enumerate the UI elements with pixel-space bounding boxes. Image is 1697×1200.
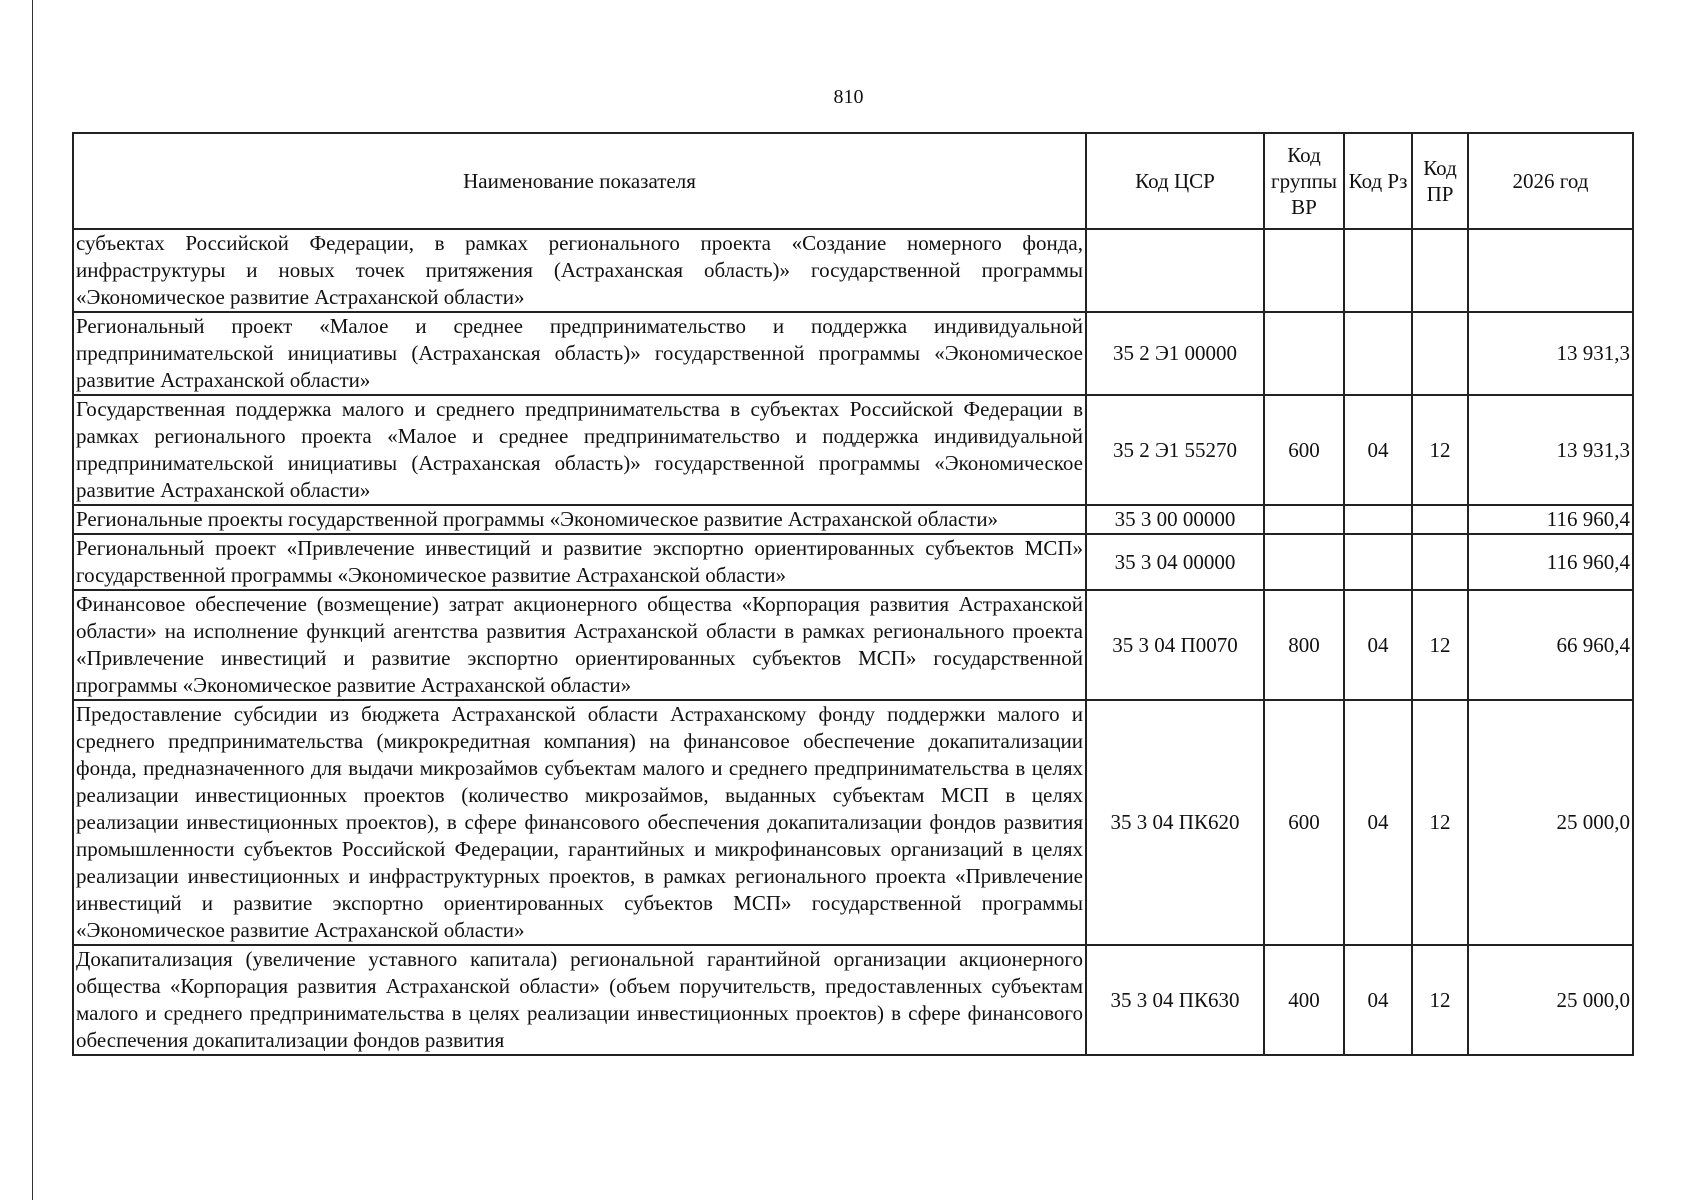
row-amount: 116 960,4 [1468, 505, 1633, 534]
row-pr [1412, 534, 1468, 590]
row-rz: 04 [1344, 590, 1412, 700]
table-header-row [73, 133, 1633, 229]
table-row [73, 229, 1633, 312]
row-name: Региональные проекты государственной программы «Экономическое развитие Астраханской области» [73, 505, 1086, 534]
scan-margin-line [32, 0, 33, 1200]
header-rz: Код Рз [1344, 133, 1412, 229]
row-csr: 35 3 04 ПК630 [1086, 945, 1264, 1055]
row-pr [1412, 505, 1468, 534]
row-amount: 25 000,0 [1468, 945, 1633, 1055]
row-amount [1468, 229, 1633, 312]
row-csr: 35 3 00 00000 [1086, 505, 1264, 534]
row-rz: 04 [1344, 700, 1412, 945]
row-name: Государственная поддержка малого и среднего предпринимательства в субъектах Российской Федерации в рамках регионального проекта «Малое и среднее предпринимательство и поддержка индивидуальной предпринимательской инициативы (Астраханская область)» государственной программы «Экономическое развитие Астраханской области» [73, 395, 1086, 505]
row-pr: 12 [1412, 700, 1468, 945]
header-csr: Код ЦСР [1086, 133, 1264, 229]
row-rz [1344, 534, 1412, 590]
row-pr [1412, 229, 1468, 312]
row-csr: 35 3 04 ПК620 [1086, 700, 1264, 945]
row-amount: 25 000,0 [1468, 700, 1633, 945]
row-rz [1344, 505, 1412, 534]
row-rz: 04 [1344, 395, 1412, 505]
row-rz [1344, 229, 1412, 312]
header-name: Наименование показателя [73, 133, 1086, 229]
table-row [73, 700, 1633, 945]
row-name: Региональный проект «Малое и среднее предпринимательство и поддержка индивидуальной предпринимательской инициативы (Астраханская область)» государственной программы «Экономическое развитие Астраханской области» [73, 312, 1086, 395]
row-vr [1264, 312, 1344, 395]
row-vr: 600 [1264, 700, 1344, 945]
row-name: Докапитализация (увеличение уставного капитала) региональной гарантийной организации акционерного общества «Корпорация развития Астраханской области» (объем поручительств, предоставленных субъектам малого и среднего предпринимательства в целях реализации инвестиционных проектов) в сфере финансового обеспечения докапитализации фондов развития [73, 945, 1086, 1055]
row-vr [1264, 534, 1344, 590]
row-vr: 400 [1264, 945, 1344, 1055]
header-year: 2026 год [1468, 133, 1633, 229]
row-csr: 35 3 04 П0070 [1086, 590, 1264, 700]
row-name: Предоставление субсидии из бюджета Астраханской области Астраханскому фонду поддержки малого и среднего предпринимательства (микрокредитная компания) на финансовое обеспечение докапитализации фонда, предназначенного для выдачи микрозаймов субъектам малого и среднего предпринимательства в целях реализации инвестиционных проектов (количество микрозаймов, выданных субъектам МСП в целях реализации инвестиционных проектов), в сфере финансового обеспечения докапитализации фондов развития промышленности субъектов Российской Федерации, гарантийных и микрофинансовых организаций в целях реализации инвестиционных и инфраструктурных проектов, в рамках регионального проекта «Привлечение инвестиций и развитие экспортно ориентированных субъектов МСП» государственной программы «Экономическое развитие Астраханской области» [73, 700, 1086, 945]
table-row [73, 395, 1633, 505]
row-vr: 600 [1264, 395, 1344, 505]
row-amount: 66 960,4 [1468, 590, 1633, 700]
row-pr [1412, 312, 1468, 395]
page-number: 810 [833, 86, 864, 108]
row-pr: 12 [1412, 395, 1468, 505]
row-amount: 13 931,3 [1468, 312, 1633, 395]
table-row [73, 505, 1633, 534]
row-pr: 12 [1412, 590, 1468, 700]
table-row [73, 534, 1633, 590]
table-row [73, 312, 1633, 395]
row-amount: 13 931,3 [1468, 395, 1633, 505]
row-rz: 04 [1344, 945, 1412, 1055]
row-csr [1086, 229, 1264, 312]
header-vr: Код группы ВР [1264, 133, 1344, 229]
row-csr: 35 2 Э1 00000 [1086, 312, 1264, 395]
row-csr: 35 3 04 00000 [1086, 534, 1264, 590]
row-vr [1264, 229, 1344, 312]
row-vr [1264, 505, 1344, 534]
row-name: субъектах Российской Федерации, в рамках регионального проекта «Создание номерного фонда, инфраструктуры и новых точек притяжения (Астраханская область)» государственной программы «Экономическое развитие Астраханской области» [73, 229, 1086, 312]
budget-table [72, 132, 1634, 1056]
row-name: Региональный проект «Привлечение инвестиций и развитие экспортно ориентированных субъектов МСП» государственной программы «Экономическое развитие Астраханской области» [73, 534, 1086, 590]
row-vr: 800 [1264, 590, 1344, 700]
row-pr: 12 [1412, 945, 1468, 1055]
row-rz [1344, 312, 1412, 395]
table-row [73, 945, 1633, 1055]
header-pr: Код ПР [1412, 133, 1468, 229]
table-row [73, 590, 1633, 700]
row-name: Финансовое обеспечение (возмещение) затрат акционерного общества «Корпорация развития Астраханской области» на исполнение функций агентства развития Астраханской области в рамках регионального проекта «Привлечение инвестиций и развитие экспортно ориентированных субъектов МСП» государственной программы «Экономическое развитие Астраханской области» [73, 590, 1086, 700]
row-amount: 116 960,4 [1468, 534, 1633, 590]
row-csr: 35 2 Э1 55270 [1086, 395, 1264, 505]
